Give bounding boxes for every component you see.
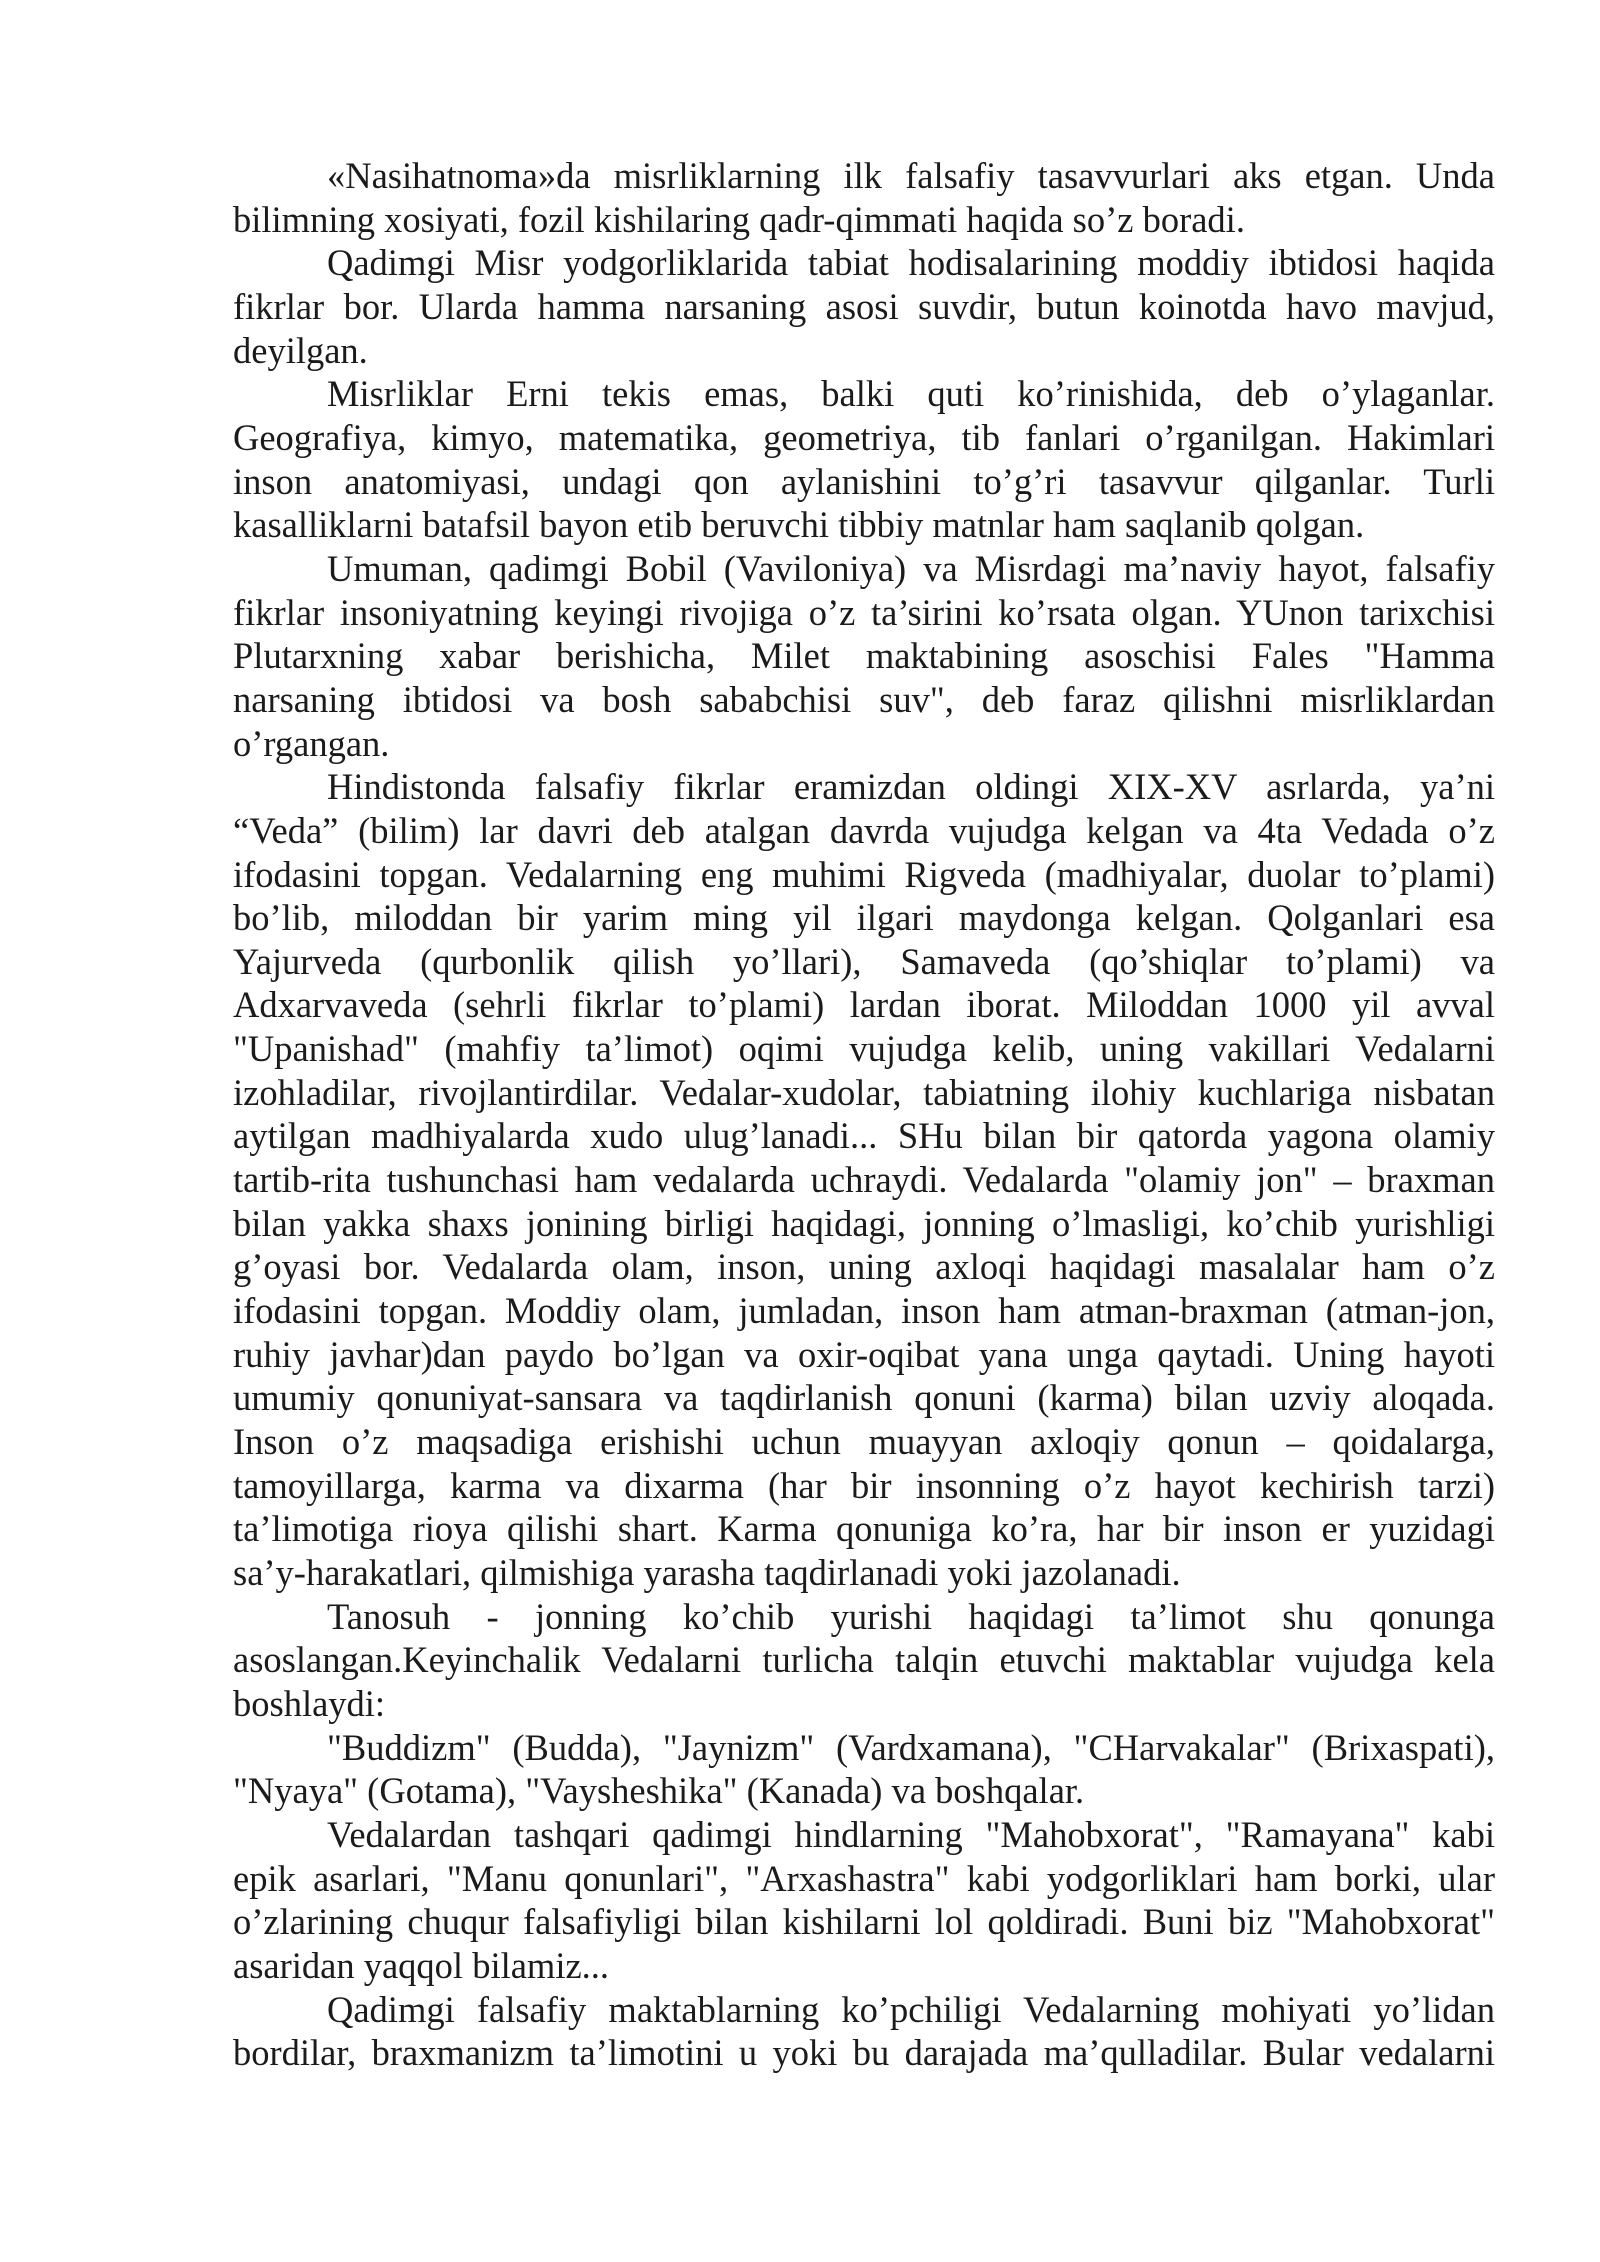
paragraph xyxy=(233,765,1495,1594)
paragraph xyxy=(233,1595,1495,1726)
text-line: Qadimgi Misr yodgorliklarida tabiat hodisalarining moddiy ibtidosi haqida xyxy=(327,242,1495,284)
text-line: "Nyaya" (Gotama), "Vaysheshika" (Kanada) va boshqalar. xyxy=(233,1770,1085,1812)
text-line: ta’limotiga rioya qilishi shart. Karma qonuniga ko’ra, har bir inson er yuzidagi xyxy=(233,1508,1495,1550)
text-line: Vedalardan tashqari qadimgi hindlarning "Mahobxorat", "Ramayana" kabi xyxy=(327,1813,1495,1855)
text-line: epik asarlari, "Manu qonunlari", "Arxashastra" kabi yodgorliklari ham borki, ular xyxy=(233,1857,1495,1899)
text-line: o’rgangan. xyxy=(233,722,390,764)
document-page xyxy=(233,154,1495,2075)
text-line: izohladilar, rivojlantirdilar. Vedalar-xudolar, tabiatning ilohiy kuchlariga nisbatan xyxy=(233,1071,1495,1113)
text-line: ruhiy javhar)dan paydo bo’lgan va oxir-oqibat yana unga qaytadi. Uning hayoti xyxy=(233,1333,1495,1375)
text-line: Geografiya, kimyo, matematika, geometriya, tib fanlari o’rganilgan. Hakimlari xyxy=(233,416,1495,458)
paragraph xyxy=(233,241,1495,372)
text-line: tartib-rita tushunchasi ham vedalarda uchraydi. Vedalarda "olamiy jon" – braxman xyxy=(233,1159,1495,1201)
text-line: bo’lib, miloddan bir yarim ming yil ilgari maydonga kelgan. Qolganlari esa xyxy=(233,897,1495,939)
text-line: bilan yakka shaxs jonining birligi haqidagi, jonning o’lmasligi, ko’chib yurishligi xyxy=(233,1202,1495,1244)
text-line: “Veda” (bilim) lar davri deb atalgan davrda vujudga kelgan va 4ta Vedada o’z xyxy=(233,809,1495,851)
text-line: o’zlarining chuqur falsafiyligi bilan kishilarni lol qoldiradi. Buni biz "Mahobxorat" xyxy=(233,1901,1495,1943)
text-line: Adxarvaveda (sehrli fikrlar to’plami) lardan iborat. Miloddan 1000 yil avval xyxy=(233,984,1495,1026)
text-line: fikrlar bor. Ularda hamma narsaning asosi suvdir, butun koinotda havo mavjud, xyxy=(233,285,1495,327)
text-line: inson anatomiyasi, undagi qon aylanishini to’g’ri tasavvur qilganlar. Turli xyxy=(233,460,1495,502)
text-line: aytilgan madhiyalarda xudo ulug’lanadi... SHu bilan bir qatorda yagona olamiy xyxy=(233,1115,1495,1157)
text-line: Misrliklar Erni tekis emas, balki quti ko’rinishida, deb o’ylaganlar. xyxy=(327,373,1495,415)
paragraph xyxy=(233,547,1495,765)
text-line: g’oyasi bor. Vedalarda olam, inson, uning axloqi haqidagi masalalar ham o’z xyxy=(233,1246,1495,1288)
text-line: bilimning xosiyati, fozil kishilaring qadr-qimmati haqida so’z boradi. xyxy=(233,198,1245,240)
text-line: fikrlar insoniyatning keyingi rivojiga o’z ta’sirini ko’rsata olgan. YUnon tarixchisi xyxy=(233,591,1495,633)
paragraph xyxy=(233,154,1495,241)
paragraph xyxy=(233,1988,1495,2075)
text-line: ifodasini topgan. Moddiy olam, jumladan, inson ham atman-braxman (atman-jon, xyxy=(233,1290,1495,1332)
text-line: narsaning ibtidosi va bosh sababchisi suv", deb faraz qilishni misrliklardan xyxy=(233,678,1495,720)
text-line: bordilar, braxmanizm ta’limotini u yoki bu darajada ma’qulladilar. Bular vedalarni xyxy=(233,2032,1495,2074)
paragraph xyxy=(233,372,1495,547)
text-line: kasalliklarni batafsil bayon etib beruvchi tibbiy matnlar ham saqlanib qolgan. xyxy=(233,504,1365,546)
text-line: Plutarxning xabar berishicha, Milet maktabining asoschisi Fales "Hamma xyxy=(233,635,1495,677)
text-line: boshlaydi: xyxy=(233,1682,386,1724)
text-line: "Upanishad" (mahfiy ta’limot) oqimi vujudga kelib, uning vakillari Vedalarni xyxy=(233,1028,1495,1070)
text-line: Inson o’z maqsadiga erishishi uchun muayyan axloqiy qonun – qoidalarga, xyxy=(233,1421,1495,1463)
text-line: Tanosuh - jonning ko’chib yurishi haqidagi ta’limot shu qonunga xyxy=(327,1595,1495,1637)
text-line: Umuman, qadimgi Bobil (Vaviloniya) va Misrdagi ma’naviy hayot, falsafiy xyxy=(327,547,1495,589)
text-line: sa’y-harakatlari, qilmishiga yarasha taqdirlanadi yoki jazolanadi. xyxy=(233,1552,1181,1593)
text-line: umumiy qonuniyat-sansara va taqdirlanish qonuni (karma) bilan uzviy aloqada. xyxy=(233,1377,1495,1419)
text-line: asoslangan.Keyinchalik Vedalarni turlicha talqin etuvchi maktablar vujudga kela xyxy=(233,1639,1495,1681)
text-line: «Nasihatnoma»da misrliklarning ilk falsafiy tasavvurlari aks etgan. Unda xyxy=(327,155,1495,196)
text-line: asaridan yaqqol bilamiz... xyxy=(233,1944,610,1986)
text-line: "Buddizm" (Budda), "Jaynizm" (Vardxamana), "CHarvakalar" (Brixaspati), xyxy=(327,1726,1495,1768)
text-line: deyilgan. xyxy=(233,329,368,371)
text-line: ifodasini topgan. Vedalarning eng muhimi Rigveda (madhiyalar, duolar to’plami) xyxy=(233,853,1495,895)
text-line: Qadimgi falsafiy maktablarning ko’pchiligi Vedalarning mohiyati yo’lidan xyxy=(327,1988,1495,2030)
text-line: Hindistonda falsafiy fikrlar eramizdan oldingi XIX-XV asrlarda, ya’ni xyxy=(327,766,1495,808)
paragraph xyxy=(233,1813,1495,1988)
paragraph xyxy=(233,1726,1495,1813)
text-line: Yajurveda (qurbonlik qilish yo’llari), Samaveda (qo’shiqlar to’plami) va xyxy=(233,940,1495,982)
text-line: tamoyillarga, karma va dixarma (har bir insonning o’z hayot kechirish tarzi) xyxy=(233,1464,1495,1506)
